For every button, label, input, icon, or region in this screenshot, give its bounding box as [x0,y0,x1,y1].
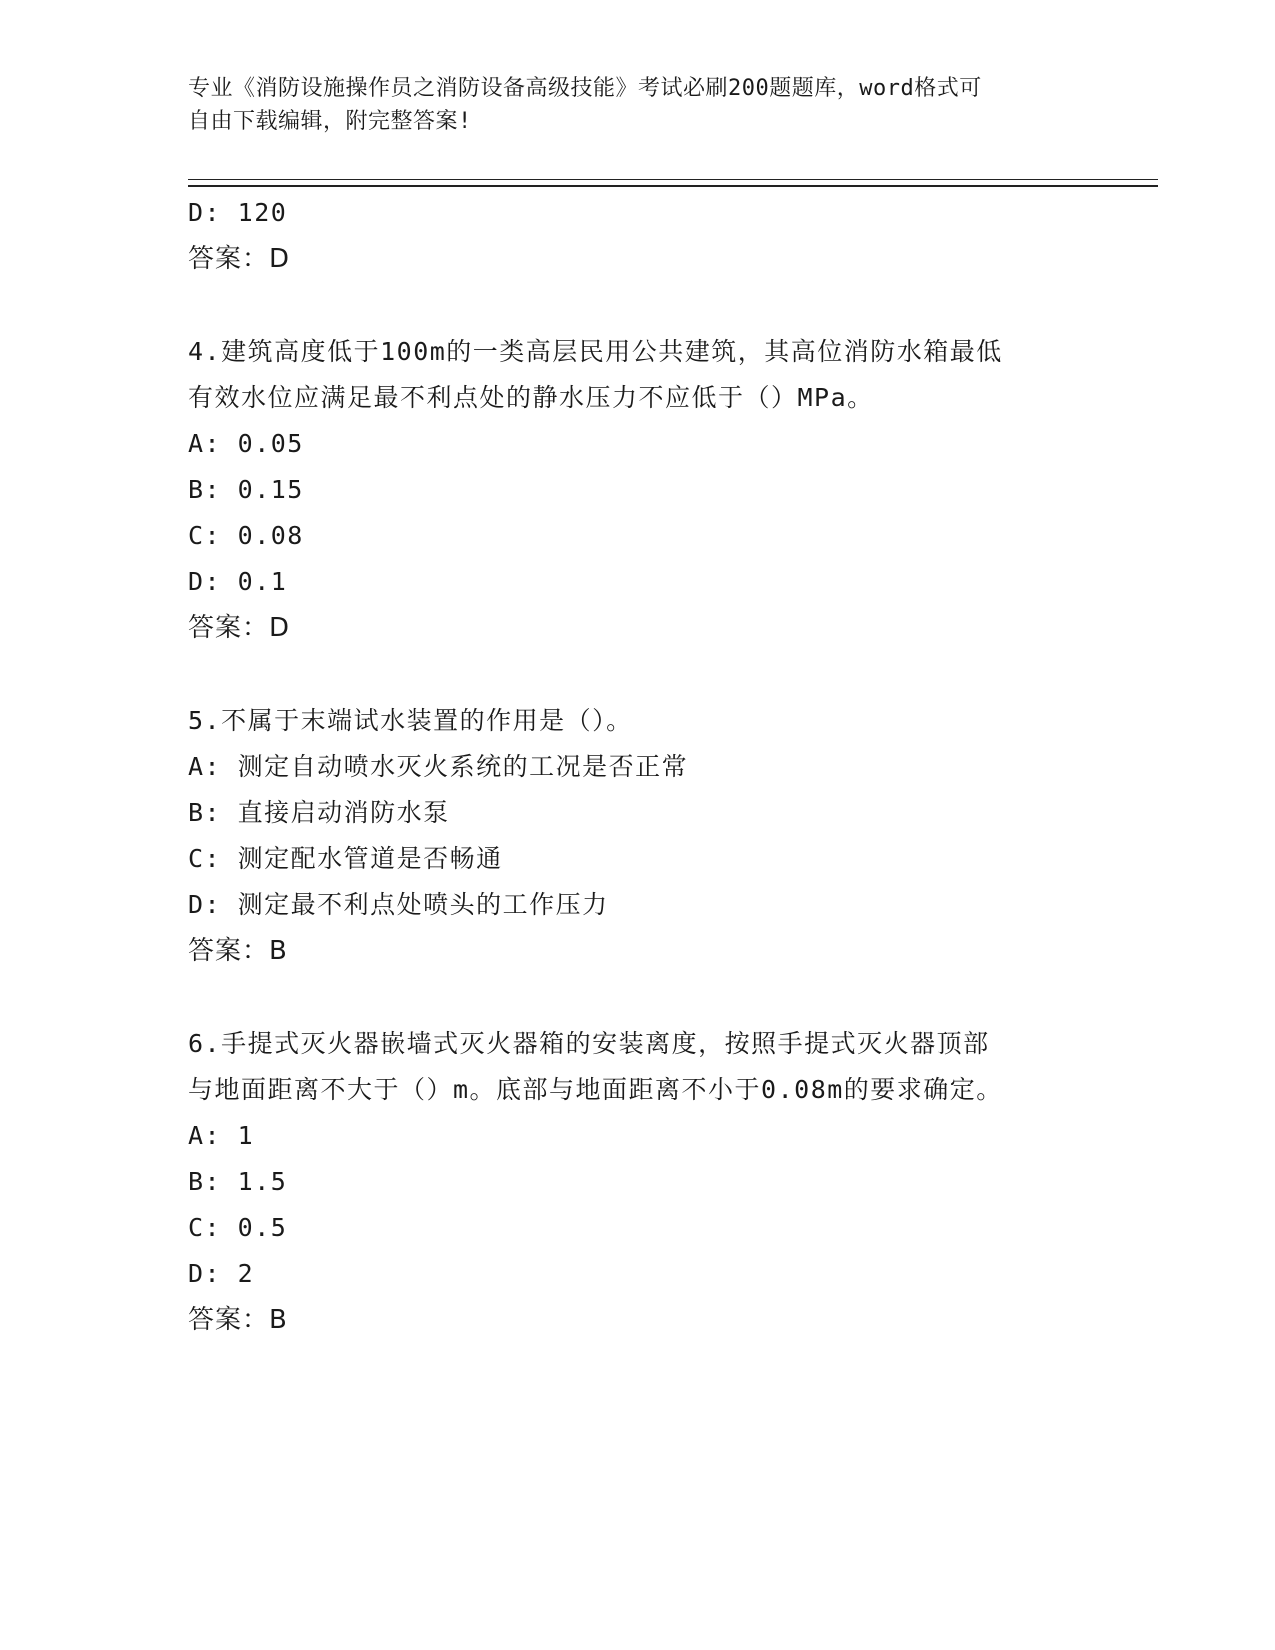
option-c: C: 测定配水管道是否畅通 [188,844,503,873]
option-a: A: 1 [188,1121,255,1150]
header-divider [188,179,1158,187]
question-stem: 有效水位应满足最不利点处的静水压力不应低于（）MPa。 [188,383,874,412]
option-d: D: 2 [188,1259,255,1288]
option-c: C: 0.5 [188,1213,288,1242]
answer-label: 答案：B [188,936,288,966]
option-d: D: 120 [188,198,288,227]
question-stem: 与地面距离不大于（）m。底部与地面距离不小于0.08m的要求确定。 [188,1075,1003,1104]
spacer [188,651,1088,698]
question-5 [188,698,1088,974]
question-list [188,190,1088,1343]
option-a: A: 测定自动喷水灭火系统的工况是否正常 [188,752,689,781]
answer-label: 答案：D [188,244,291,274]
option-d: D: 测定最不利点处喷头的工作压力 [188,890,609,919]
question-4 [188,329,1088,651]
header-title-line-1: 专业《消防设施操作员之消防设备高级技能》考试必刷200题题库，word格式可 [188,76,982,101]
question-stem: 6.手提式灭火器嵌墙式灭火器箱的安装离度，按照手提式灭火器顶部 [188,1029,990,1058]
spacer [188,282,1088,329]
option-d: D: 0.1 [188,567,288,596]
option-b: B: 直接启动消防水泵 [188,798,450,827]
page-header [188,72,1088,138]
option-b: B: 1.5 [188,1167,288,1196]
question-3-tail [188,190,1088,282]
option-c: C: 0.08 [188,521,304,550]
question-6 [188,1021,1088,1343]
answer-label: 答案：D [188,613,291,643]
answer-label: 答案：B [188,1305,288,1335]
option-b: B: 0.15 [188,475,304,504]
header-title-line-2: 自由下载编辑，附完整答案! [188,109,472,134]
spacer [188,974,1088,1021]
question-stem: 5.不属于末端试水装置的作用是（）。 [188,706,633,735]
option-a: A: 0.05 [188,429,304,458]
question-stem: 4.建筑高度低于100m的一类高层民用公共建筑，其高位消防水箱最低 [188,337,1003,366]
